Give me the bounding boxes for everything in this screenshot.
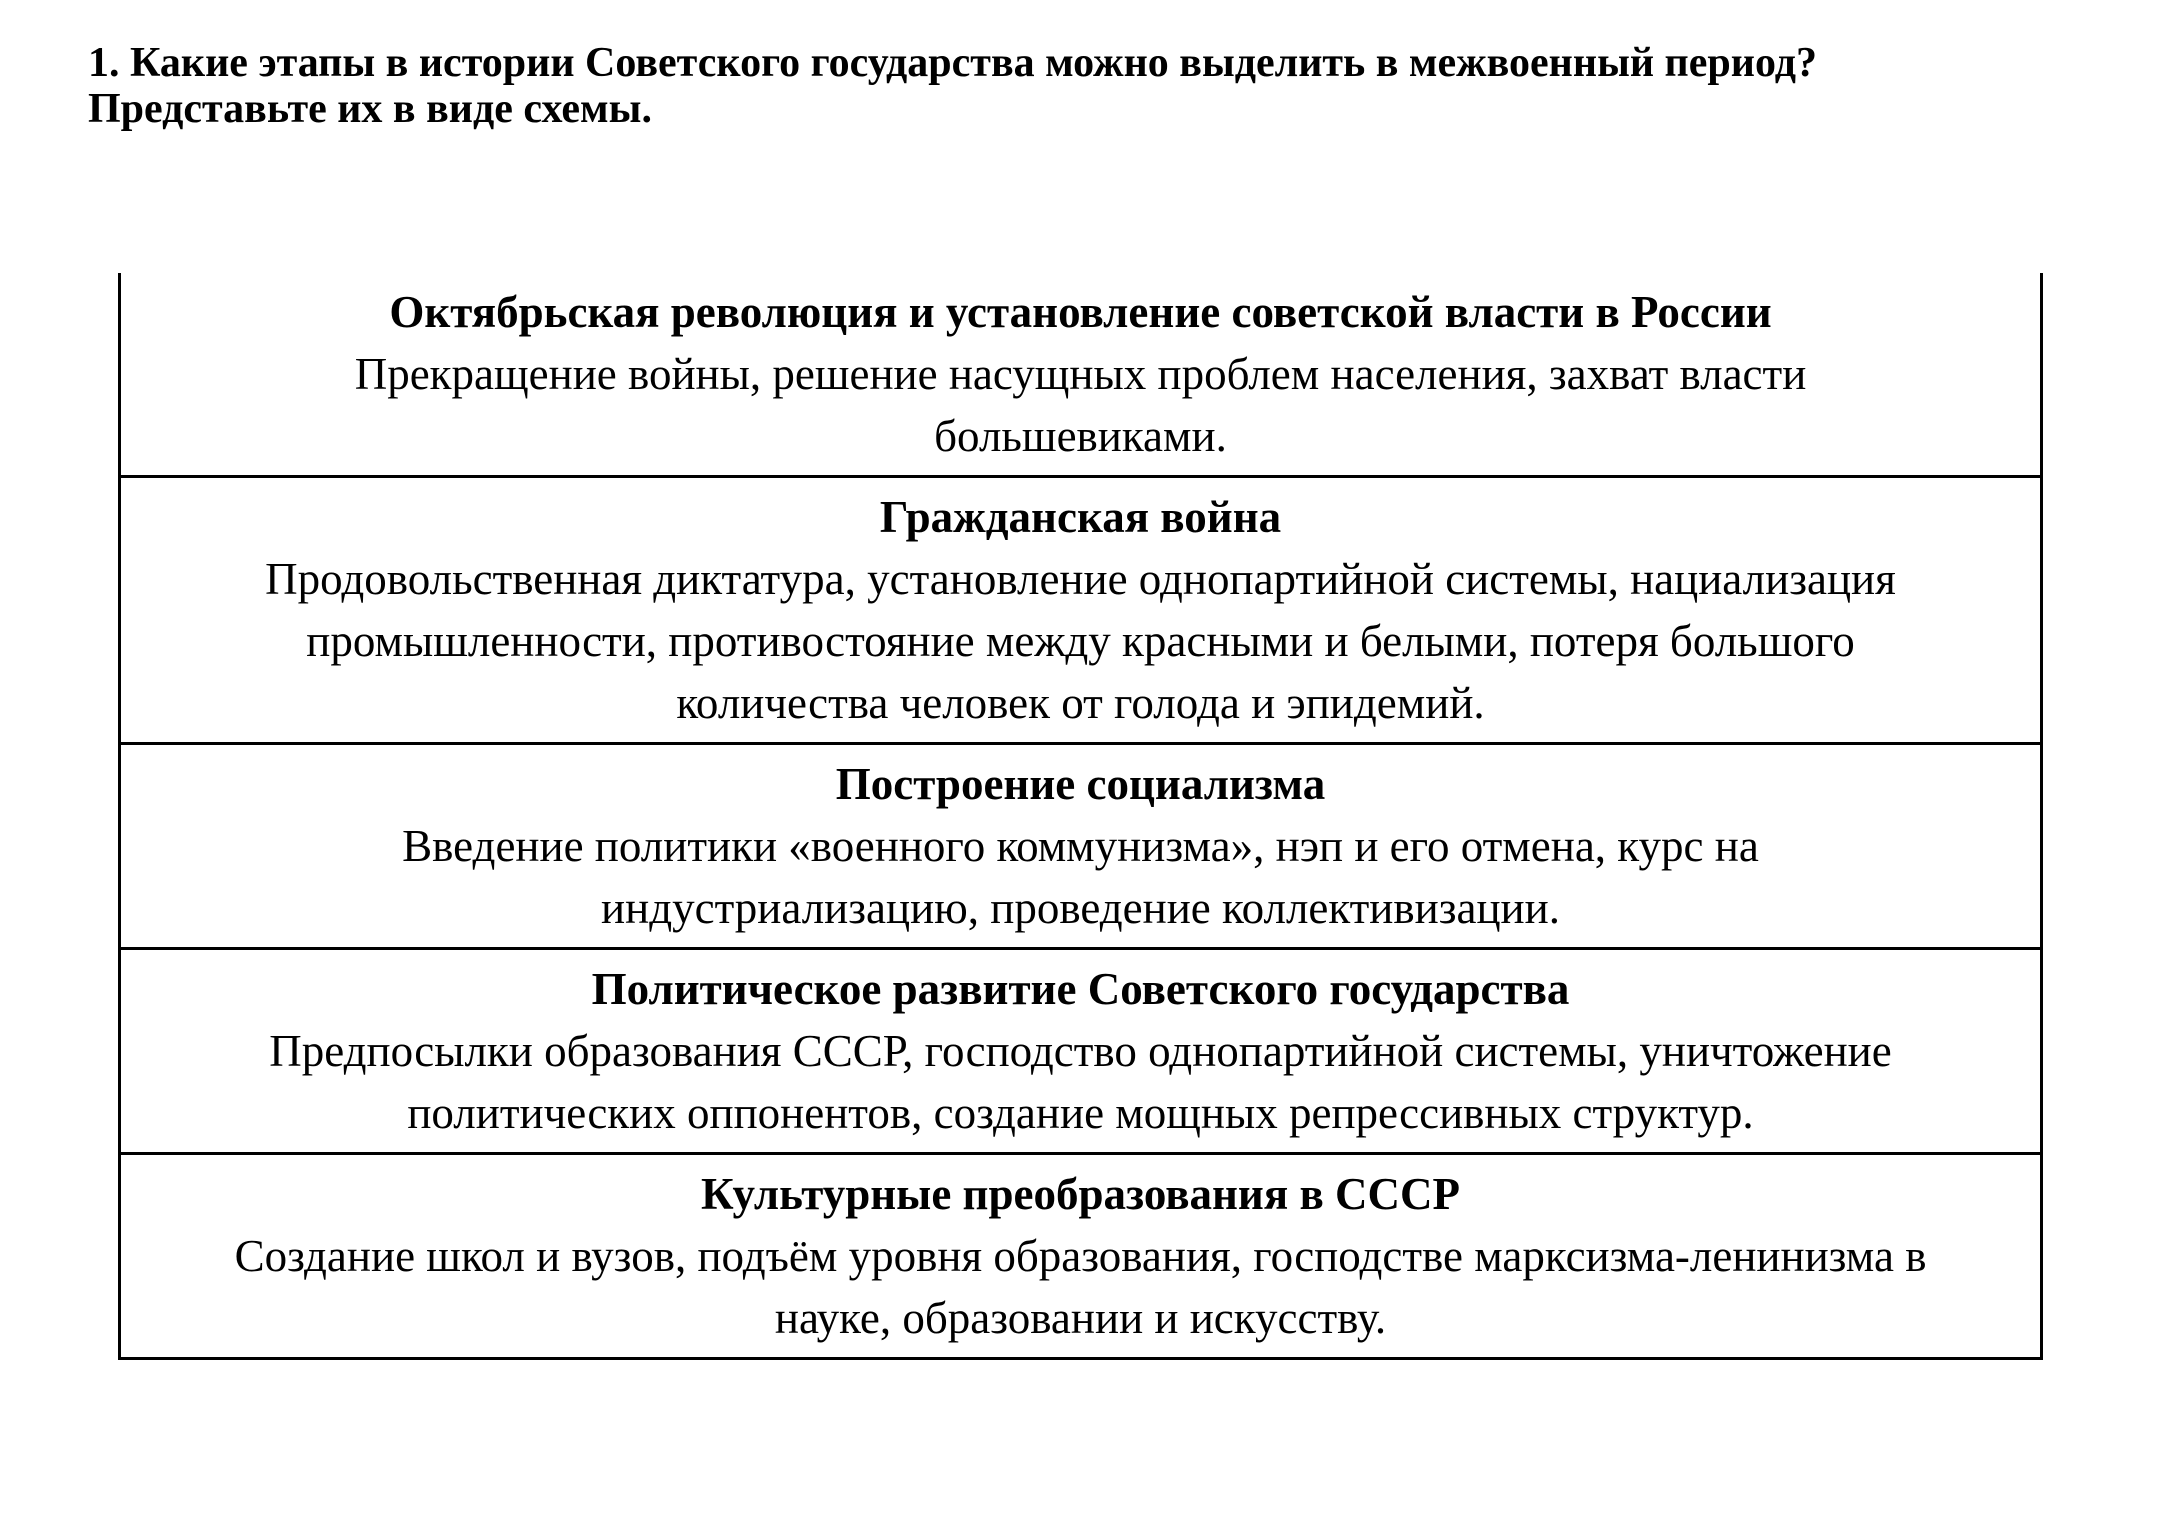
table-row <box>121 1155 2040 1357</box>
stage-title: Гражданская война <box>879 492 1282 542</box>
stage-description-line: Предпосылки образования СССР, господство однопартийной системы, уничтожение <box>269 1026 1892 1076</box>
stage-title: Построение социализма <box>835 759 1326 809</box>
stage-description-line: Создание школ и вузов, подъём уровня образования, господстве марксизма-ленинизма в <box>234 1231 1927 1281</box>
question-heading <box>88 40 2068 132</box>
question-line-1: 1. Какие этапы в истории Советского государства можно выделить в межвоенный период? <box>88 40 1817 86</box>
stages-schema-table <box>118 273 2043 1360</box>
stage-description-line: индустриализацию, проведение коллективизации. <box>601 883 1560 933</box>
table-row <box>121 273 2040 478</box>
table-row <box>121 950 2040 1155</box>
stage-description-line: Продовольственная диктатура, установление однопартийной системы, нациализация <box>265 554 1896 604</box>
stage-description-line: политических оппонентов, создание мощных репрессивных структур. <box>407 1088 1754 1138</box>
stage-description-line: количества человек от голода и эпидемий. <box>676 678 1485 728</box>
stage-description-line: промышленности, противостояние между красными и белыми, потеря большого <box>306 616 1855 666</box>
stage-title: Октябрьская революция и установление советской власти в России <box>389 287 1772 337</box>
question-line-2: Представьте их в виде схемы. <box>88 86 652 132</box>
stage-description-line: Прекращение войны, решение насущных проблем населения, захват власти <box>354 349 1807 399</box>
stage-description-line: науке, образовании и искусству. <box>774 1293 1387 1343</box>
stage-title: Культурные преобразования в СССР <box>701 1169 1460 1219</box>
stage-description-line: большевиками. <box>934 411 1227 461</box>
table-row <box>121 745 2040 950</box>
stage-title: Политическое развитие Советского государства <box>591 964 1570 1014</box>
stage-description-line: Введение политики «военного коммунизма», нэп и его отмена, курс на <box>402 821 1759 871</box>
table-row <box>121 478 2040 745</box>
